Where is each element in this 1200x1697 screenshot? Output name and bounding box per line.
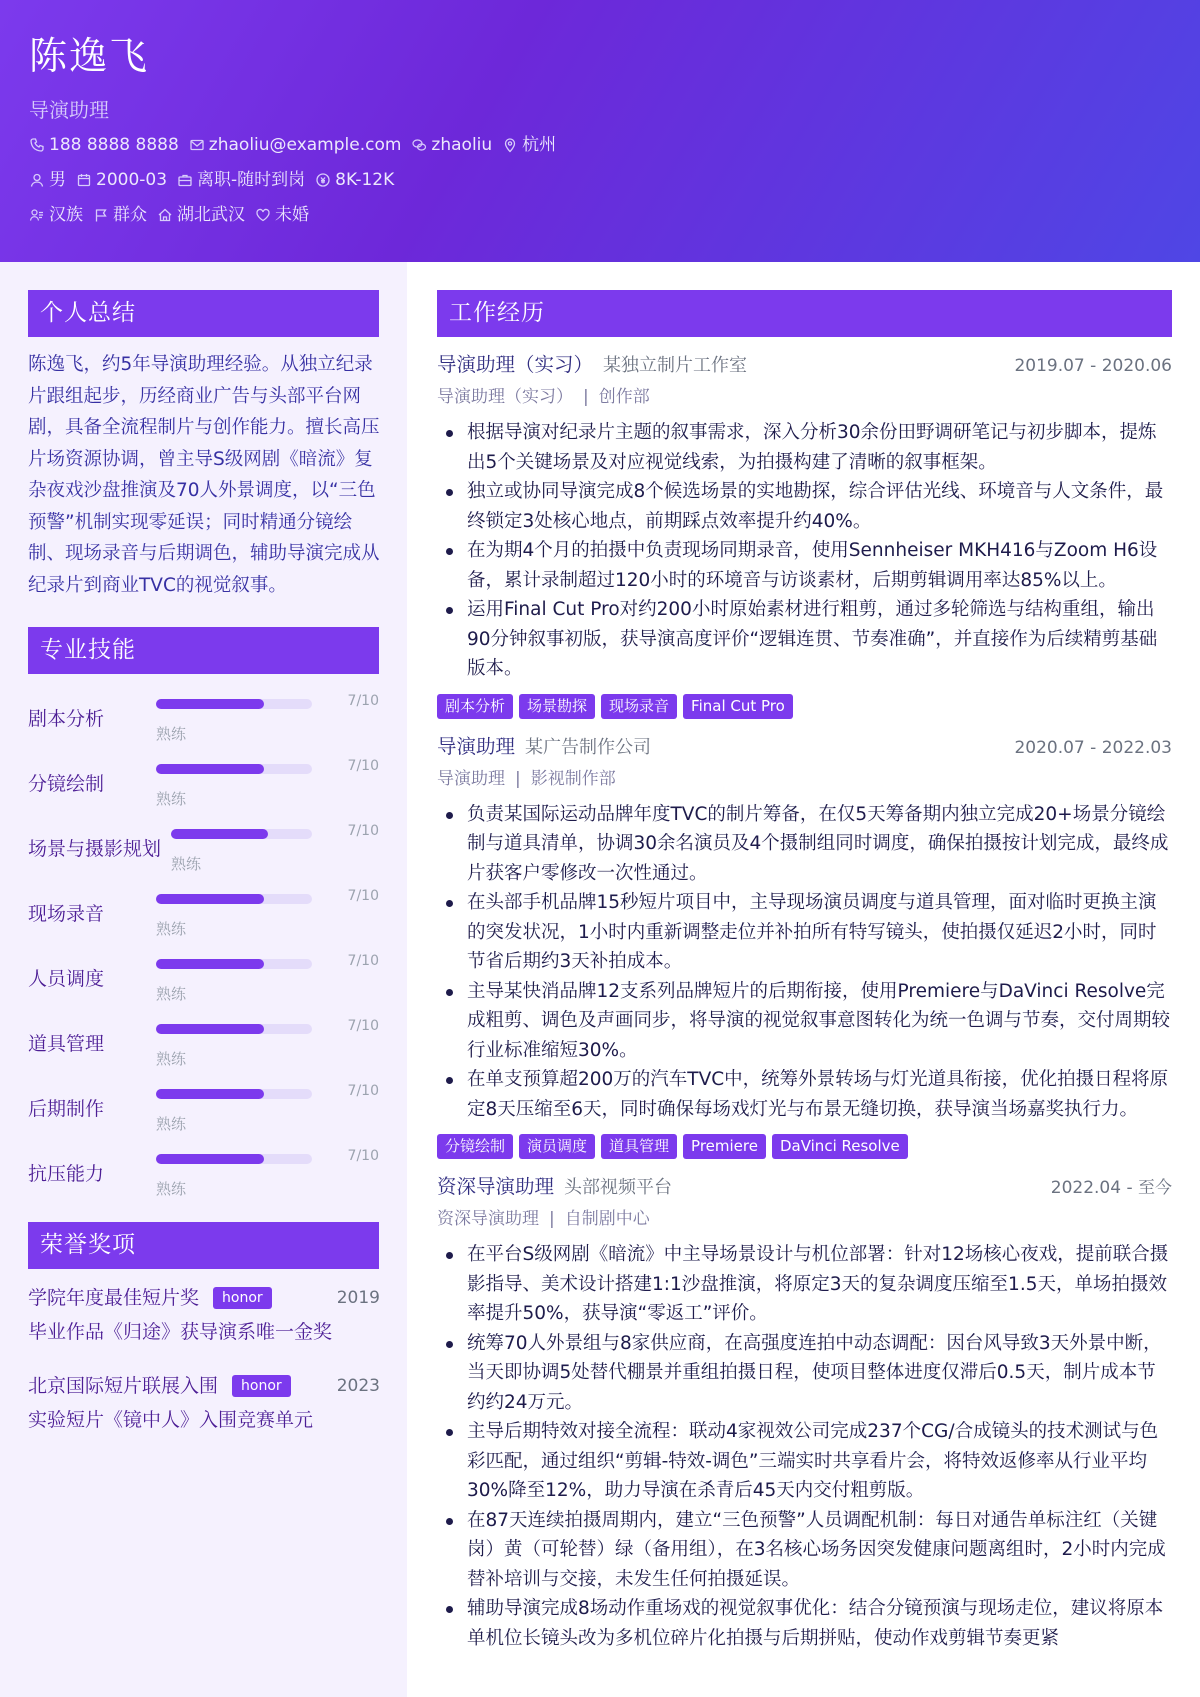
- skill-tag: 剧本分析: [437, 694, 513, 719]
- skill-level: 熟练: [156, 985, 187, 1003]
- skill-score: 7/10: [347, 1083, 379, 1099]
- skill-item: [28, 1078, 379, 1143]
- briefcase-icon: [177, 172, 193, 188]
- skill-name: 道具管理: [28, 1033, 105, 1055]
- skill-tag: 场景勘探: [519, 694, 595, 719]
- skill-item: [28, 883, 379, 948]
- user-icon: [29, 172, 45, 188]
- skill-bar-track: [156, 894, 312, 904]
- skill-bar-track: [156, 1154, 312, 1164]
- skill-tag: Premiere: [683, 1134, 766, 1159]
- award-name: 北京国际短片联展入围: [28, 1375, 219, 1397]
- job-bullet: 在87天连续拍摄周期内，建立“三色预警”人员调配机制：每日对通告单标注红（关键岗）黄（可轮替）绿（备用组），在3名核心场务因突发健康问题离组时，2小时内完成替补培训与交接，未发生任何拍摄延误。: [437, 1506, 1172, 1595]
- job-bullet: 主导后期特效对接全流程：联动4家视效公司完成237个CG/合成镜头的技术测试与色彩匹配，通过组织“剪辑-特效-调色”三端实时共享看片会，将特效返修率从行业平均30%降至12%，助力导演在杀青后45天内交付粗剪版。: [437, 1417, 1172, 1506]
- honor-badge: honor: [232, 1375, 291, 1397]
- home-icon: [157, 207, 173, 223]
- salary-icon: [315, 172, 331, 188]
- job-bullet: 在为期4个月的拍摄中负责现场同期录音，使用Sennheiser MKH416与Zoom H6设备，累计录制超过120小时的环境音与访谈素材，后期剪辑调用率达85%以上。: [437, 536, 1172, 595]
- job-position: 资深导演助理: [437, 1209, 539, 1229]
- city-info: 杭州: [502, 133, 556, 157]
- job-company: 头部视频平台: [564, 1177, 673, 1198]
- job-sub: [437, 767, 1172, 791]
- skill-bar-track: [156, 1024, 312, 1034]
- main-content: [437, 290, 1172, 1653]
- award-left: [28, 1372, 291, 1400]
- skill-bar-fill: [156, 1024, 264, 1034]
- skill-score: 7/10: [347, 823, 379, 839]
- job-tags: [437, 694, 1172, 719]
- skill-bar-track: [171, 829, 312, 839]
- summary-text: 陈逸飞，约5年导演助理经验。从独立纪录片跟组起步，历经商业广告与头部平台网剧，具备全流程制片与创作能力。擅长高压片场资源协调，曾主导S级网剧《暗流》复杂夜戏沙盘推演及70人外景调度，以“三色预警”机制实现零延误；同时精通分镜绘制、现场录音与后期调色，辅助导演完成从纪录片到商业TVC的视觉叙事。: [28, 354, 380, 596]
- job-position: 导演助理: [437, 768, 505, 789]
- calendar-icon: [76, 172, 92, 188]
- job-sub: [437, 385, 1172, 409]
- job-bullets: [437, 418, 1172, 684]
- job-bullet: 主导某快消品牌12支系列品牌短片的后期衔接，使用Premiere与DaVinci Resolve完成粗剪、调色及声画同步，将导演的视觉叙事意图转化为统一色调与节奏，交付周期较行业标准缩短30%。: [437, 977, 1172, 1066]
- awards-title: 荣誉奖项: [28, 1222, 379, 1269]
- job-bullet: 独立或协同导演完成8个候选场景的实地勘探，综合评估光线、环境音与人文条件，最终锁定3处核心地点，前期踩点效率提升约40%。: [437, 477, 1172, 536]
- phone-icon: [29, 137, 45, 153]
- job-bullets: [437, 1240, 1172, 1653]
- candidate-role: 导演助理: [29, 98, 109, 122]
- award-year: 2019: [336, 1288, 380, 1308]
- skill-item: [28, 688, 379, 753]
- skill-score: 7/10: [347, 953, 379, 969]
- skills-list: [28, 688, 379, 1208]
- mail-icon: [189, 137, 205, 153]
- award-name: 学院年度最佳短片奖: [28, 1287, 200, 1309]
- award-item: [28, 1284, 380, 1346]
- job-date: 2022.04 - 至今: [1050, 1178, 1172, 1198]
- skill-bar-track: [156, 1089, 312, 1099]
- birth-info: 2000-03: [76, 168, 167, 192]
- work-title: 工作经历: [437, 290, 1172, 337]
- job-entry: [437, 352, 1172, 719]
- job-bullet: 运用Final Cut Pro对约200小时原始素材进行粗剪，通过多轮筛选与结构重组，输出90分钟叙事初版，获导演高度评价“逻辑连贯、节奏准确”，并直接作为后续精剪基础版本。: [437, 595, 1172, 684]
- skill-name: 现场录音: [28, 903, 105, 925]
- skill-level: 熟练: [156, 920, 187, 938]
- skill-level: 熟练: [156, 790, 187, 808]
- skill-name: 人员调度: [28, 968, 105, 990]
- job-sub: [437, 1207, 1172, 1231]
- skill-score: 7/10: [347, 1018, 379, 1034]
- skill-tag: 现场录音: [601, 694, 677, 719]
- skill-score: 7/10: [347, 1148, 379, 1164]
- wechat-info: zhaoliu: [411, 133, 492, 157]
- job-department: 影视制作部: [530, 768, 616, 789]
- flag-icon: [93, 207, 109, 223]
- sidebar: [0, 262, 407, 1697]
- skill-bar-fill: [156, 894, 264, 904]
- skill-level: 熟练: [171, 855, 202, 873]
- job-entry: [437, 734, 1172, 1160]
- award-head: [28, 1284, 380, 1312]
- separator: |: [515, 768, 521, 789]
- skill-name: 分镜绘制: [28, 773, 105, 795]
- skill-bar-track: [156, 959, 312, 969]
- skill-bar-fill: [156, 1154, 264, 1164]
- job-department: 自制剧中心: [564, 1209, 650, 1229]
- wechat-icon: [411, 137, 427, 153]
- award-desc: 毕业作品《归途》获导演系唯一金奖: [28, 1321, 333, 1343]
- skill-name: 抗压能力: [28, 1163, 105, 1185]
- honor-badge: honor: [213, 1287, 272, 1309]
- skill-item: [28, 753, 379, 818]
- contact-row: [29, 133, 1171, 157]
- skill-tag: Final Cut Pro: [683, 694, 793, 719]
- award-desc: 实验短片《镜中人》入围竞赛单元: [28, 1409, 314, 1431]
- status-info: 离职-随时到岗: [177, 168, 305, 192]
- skill-item: [28, 818, 379, 883]
- skill-tag: DaVinci Resolve: [772, 1134, 908, 1159]
- award-head: [28, 1372, 380, 1400]
- summary-title: 个人总结: [28, 290, 379, 337]
- job-tags: [437, 1134, 1172, 1159]
- background-row: [29, 203, 1171, 227]
- job-title: 导演助理（实习）: [437, 353, 594, 376]
- award-left: [28, 1284, 272, 1312]
- gender-info: 男: [29, 168, 66, 192]
- job-bullets: [437, 800, 1172, 1125]
- job-head: [437, 352, 1172, 379]
- job-bullet: 统筹70人外景组与8家供应商，在高强度连拍中动态调配：因台风导致3天外景中断，当天即协调5处替代棚景并重组拍摄日程，使项目整体进度仅滞后0.5天，制片成本节约约24万元。: [437, 1329, 1172, 1418]
- salary-info: 8K-12K: [315, 168, 394, 192]
- separator: |: [549, 1209, 555, 1229]
- skill-bar-fill: [156, 1089, 264, 1099]
- ethnicity-info: 汉族: [29, 203, 83, 227]
- job-company: 某独立制片工作室: [603, 355, 748, 376]
- job-bullet: 在平台S级网剧《暗流》中主导场景设计与机位部署：针对12场核心夜戏，提前联合摄影指导、美术设计搭建1:1沙盘推演，将原定3天的复杂调度压缩至1.5天，单场拍摄效率提升50%，获导演“零返工”评价。: [437, 1240, 1172, 1329]
- politics-info: 群众: [93, 203, 147, 227]
- personal-row: [29, 168, 1171, 192]
- job-date: 2019.07 - 2020.06: [1014, 356, 1172, 376]
- skill-level: 熟练: [156, 725, 187, 743]
- phone-info: 188 8888 8888: [29, 133, 179, 157]
- job-head: [437, 734, 1172, 761]
- award-item: [28, 1372, 380, 1434]
- skill-bar-fill: [171, 829, 268, 839]
- skill-item: [28, 948, 379, 1013]
- skill-score: 7/10: [347, 758, 379, 774]
- job-position: 导演助理（实习）: [437, 387, 573, 407]
- jobs-list: [437, 352, 1172, 1653]
- skill-bar-fill: [156, 764, 264, 774]
- skill-score: 7/10: [347, 888, 379, 904]
- job-title: 资深导演助理: [437, 1175, 555, 1198]
- job-title-group: [437, 734, 651, 761]
- heart-icon: [255, 207, 271, 223]
- skill-score: 7/10: [347, 693, 379, 709]
- job-bullet: 在头部手机品牌15秒短片项目中，主导现场演员调度与道具管理，面对临时更换主演的突发状况，1小时内重新调整走位并补拍所有特写镜头，使拍摄仅延迟2小时，同时节省后期约3天补拍成本。: [437, 888, 1172, 977]
- skill-item: [28, 1143, 379, 1208]
- job-department: 创作部: [598, 387, 650, 407]
- skill-tag: 分镜绘制: [437, 1134, 513, 1159]
- job-entry: [437, 1174, 1172, 1653]
- ethnicity-icon: [29, 207, 45, 223]
- skill-name: 后期制作: [28, 1098, 105, 1120]
- marital-info: 未婚: [255, 203, 309, 227]
- job-bullet: 辅助导演完成8场动作重场戏的视觉叙事优化：结合分镜预演与现场走位，建议将原本单机位长镜头改为多机位碎片化拍摄与后期拼贴，使动作戏剪辑节奏更紧: [437, 1594, 1172, 1653]
- skills-title: 专业技能: [28, 627, 379, 674]
- job-bullet: 负责某国际运动品牌年度TVC的制片筹备，在仅5天筹备期内独立完成20+场景分镜绘制与道具清单，协调30余名演员及4个摄制组同时调度，确保拍摄按计划完成，最终成片获客户零修改一次性通过。: [437, 800, 1172, 889]
- skill-name: 剧本分析: [28, 708, 105, 730]
- separator: |: [583, 387, 589, 407]
- job-title: 导演助理: [437, 734, 516, 758]
- job-title-group: [437, 1174, 672, 1201]
- candidate-name: 陈逸飞: [29, 34, 150, 78]
- skill-bar-track: [156, 699, 312, 709]
- skill-tag: 道具管理: [601, 1134, 677, 1159]
- skill-level: 熟练: [156, 1050, 187, 1068]
- skill-level: 熟练: [156, 1180, 187, 1198]
- skill-bar-track: [156, 764, 312, 774]
- skill-bar-fill: [156, 959, 264, 969]
- skill-name: 场景与摄影规划: [28, 838, 162, 860]
- award-year: 2023: [336, 1376, 380, 1396]
- job-date: 2020.07 - 2022.03: [1014, 737, 1172, 758]
- skill-tag: 演员调度: [519, 1134, 595, 1159]
- job-bullet: 在单支预算超200万的汽车TVC中，统筹外景转场与灯光道具衔接，优化拍摄日程将原定8天压缩至6天，同时确保每场戏灯光与布景无缝切换，获导演当场嘉奖执行力。: [437, 1065, 1172, 1124]
- skill-level: 熟练: [156, 1115, 187, 1133]
- resume-header: [0, 0, 1200, 262]
- location-icon: [502, 137, 518, 153]
- job-head: [437, 1174, 1172, 1201]
- skill-item: [28, 1013, 379, 1078]
- skill-bar-fill: [156, 699, 264, 709]
- hometown-info: 湖北武汉: [157, 203, 245, 227]
- job-company: 某广告制作公司: [525, 736, 652, 758]
- email-info: zhaoliu@example.com: [189, 133, 402, 157]
- job-title-group: [437, 352, 747, 379]
- awards-list: [28, 1284, 379, 1434]
- job-bullet: 根据导演对纪录片主题的叙事需求，深入分析30余份田野调研笔记与初步脚本，提炼出5个关键场景及对应视觉线索，为拍摄构建了清晰的叙事框架。: [437, 418, 1172, 477]
